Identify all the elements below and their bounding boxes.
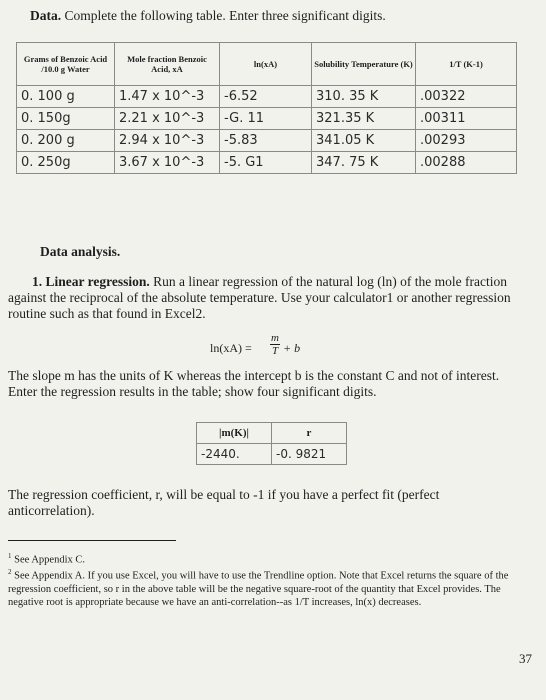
table-row [17, 86, 517, 108]
linear-regression-paragraph [8, 274, 528, 322]
footnote-2-marker: 2 [8, 568, 12, 576]
data-analysis-title: Data analysis. [40, 244, 121, 259]
cell-mole-fraction: 2.94 x 10^-3 [115, 130, 220, 152]
cell-mole-fraction: 1.47 x 10^-3 [115, 86, 220, 108]
equation-fraction [270, 332, 280, 358]
cell-mole-fraction: 2.21 x 10^-3 [115, 108, 220, 130]
regression-results-table [196, 422, 347, 465]
cell-reciprocal-temperature: .00322 [416, 86, 517, 108]
equation-numerator: m [271, 332, 279, 344]
equation-lhs: ln(xA) = [210, 341, 252, 355]
cell-ln-xa: -5.83 [220, 130, 312, 152]
cell-ln-xa: -5. G1 [220, 152, 312, 174]
table-row [17, 152, 517, 174]
equation-denominator: T [271, 345, 279, 357]
cell-grams: 0. 250g [17, 152, 115, 174]
cell-grams: 0. 150g [17, 108, 115, 130]
table-row [17, 108, 517, 130]
cell-temperature: 347. 75 K [312, 152, 416, 174]
footnote-divider [8, 540, 176, 541]
regression-coefficient-note: The regression coefficient, r, will be equal to -1 if you have a perfect fit (perfect anticorrelation). [8, 487, 440, 518]
regression-equation [210, 332, 330, 360]
cell-ln-xa: -6.52 [220, 86, 312, 108]
header-solubility-temperature: Solubility Temperature (K) [312, 43, 416, 86]
data-heading-text: Complete the following table. Enter three significant digits. [64, 8, 386, 23]
footnote-2 [8, 566, 536, 609]
cell-temperature: 321.35 K [312, 108, 416, 130]
cell-reciprocal-temperature: .00293 [416, 130, 517, 152]
header-grams-benzoic-acid: Grams of Benzoic Acid /10.0 g Water [17, 43, 115, 86]
equation-intercept: + b [283, 341, 301, 355]
cell-mole-fraction: 3.67 x 10^-3 [115, 152, 220, 174]
cell-temperature: 341.05 K [312, 130, 416, 152]
footnote-1-marker: 1 [8, 552, 12, 560]
cell-ln-xa: -G. 11 [220, 108, 312, 130]
footnote-1 [8, 550, 536, 567]
data-table-header-row [17, 43, 517, 86]
footnote-2-text: See Appendix A. If you use Excel, you will have to use the Trendline option. Note that Excel returns the square of the regression coefficient, so r in the above table will be the negative square-root of the quantity that Excel provides. The negative root is appropriate because we have an anti-correlation--as 1/T increases, ln(x) decreases. [8, 570, 509, 608]
cell-slope-value: -2440. [197, 444, 272, 465]
cell-grams: 0. 100 g [17, 86, 115, 108]
linear-regression-text: Run a linear regression of the natural log (ln) of the mole fraction against the reciprocal of the absolute temperature. Use your calculator1 or another regression routine such as that found in Excel2. [8, 274, 511, 321]
data-heading [30, 8, 520, 24]
cell-temperature: 310. 35 K [312, 86, 416, 108]
regression-values-row [197, 444, 347, 465]
footnote-1-text: See Appendix C. [14, 554, 85, 566]
data-heading-prefix: Data. [30, 8, 62, 23]
cell-reciprocal-temperature: .00311 [416, 108, 517, 130]
cell-grams: 0. 200 g [17, 130, 115, 152]
data-table [16, 42, 517, 174]
header-ln-xa: ln(xA) [220, 43, 312, 86]
table-row [17, 130, 517, 152]
header-slope: |m(K)| [197, 423, 272, 444]
linear-regression-label: 1. Linear regression. [32, 274, 150, 289]
cell-reciprocal-temperature: .00288 [416, 152, 517, 174]
cell-r-value: -0. 9821 [272, 444, 347, 465]
regression-header-row [197, 423, 347, 444]
header-r: r [272, 423, 347, 444]
header-mole-fraction: Mole fraction Benzoic Acid, xA [115, 43, 220, 86]
slope-units-paragraph: The slope m has the units of K whereas the intercept b is the constant C and not of interest. Enter the regression results in the table; show four significant digits. [8, 368, 500, 399]
page-number: 37 [519, 651, 532, 666]
header-reciprocal-temperature: 1/T (K-1) [416, 43, 517, 86]
